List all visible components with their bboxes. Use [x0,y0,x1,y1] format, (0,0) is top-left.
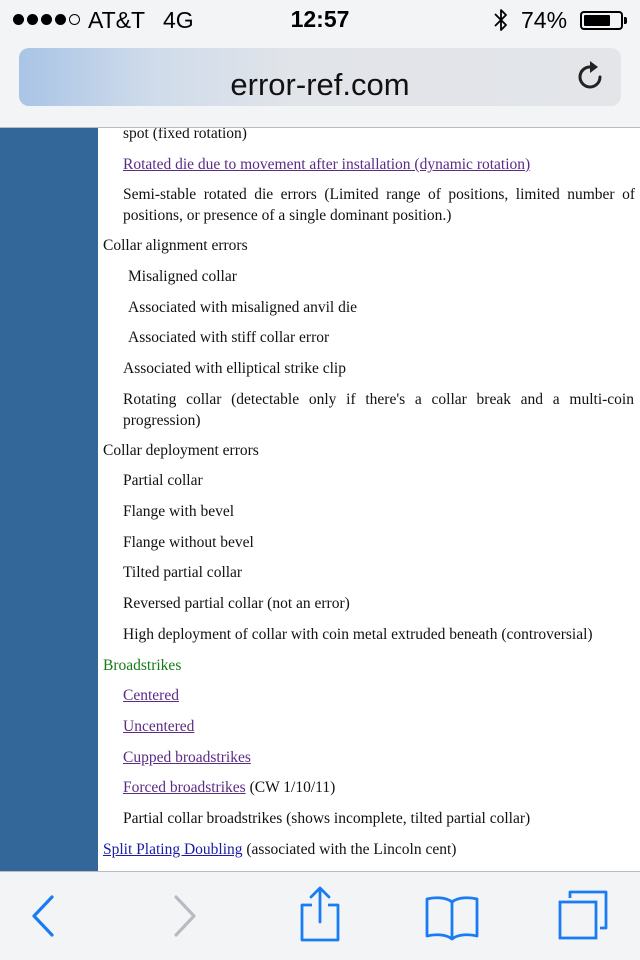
list-item [123,747,251,768]
forced-broadstrikes-note: (CW 1/10/11) [245,779,336,796]
list-item: Associated with elliptical strike clip [123,360,346,377]
url-field[interactable] [19,48,621,106]
list-item: Partial collar [123,472,203,489]
list-item: Misaligned collar [128,268,237,285]
back-chevron-icon[interactable] [28,894,58,938]
battery-percent: 74% [521,7,568,33]
list-item: Associated with misaligned anvil die [128,299,358,316]
list-item: High deployment of collar with coin metal extruded beneath (controversial) [123,626,593,643]
url-text: error-ref.com [230,67,410,102]
tabs-icon[interactable] [556,888,610,942]
forward-chevron-icon[interactable] [170,894,200,938]
bookmarks-book-icon[interactable] [424,894,480,944]
browser-toolbar [0,871,640,960]
share-icon[interactable] [298,886,342,944]
list-item [123,154,530,175]
list-item: Tilted partial collar [123,564,243,581]
uncentered-link[interactable]: Uncentered [123,718,195,735]
reload-icon[interactable] [576,60,606,92]
bluetooth-icon [492,6,510,34]
error-list [0,128,640,871]
section-heading: Collar alignment errors [103,237,248,254]
battery-icon [580,11,623,30]
section-heading: Collar deployment errors [103,442,259,459]
list-item: Reversed partial collar (not an error) [123,595,350,612]
rotated-die-dynamic-link[interactable]: Rotated die due to movement after installation (dynamic rotation) [123,156,531,173]
network-type-label: 4G [163,7,194,33]
centered-link[interactable]: Centered [123,687,179,704]
web-page-content [0,128,640,871]
section-heading-broadstrikes: Broadstrikes [103,657,182,674]
list-item: Flange without bevel [123,534,254,551]
split-plating-doubling-link[interactable]: Split Plating Doubling [103,841,243,858]
list-item [123,777,335,798]
list-item: Semi-stable rotated die errors (Limited range of positions, limited number of positions, or presence of a single dominant position.) [123,186,635,224]
carrier-label: AT&T [88,7,146,33]
list-item: spot (fixed rotation) [123,128,247,142]
forced-broadstrikes-link[interactable]: Forced broadstrikes [123,779,246,796]
list-item: Rotating collar (detectable only if there's a collar break and a multi-coin progression) [123,391,634,429]
list-item [123,685,179,706]
list-item: Partial collar broadstrikes (shows incomplete, tilted partial collar) [123,810,531,827]
browser-address-bar [0,40,640,128]
battery-fill [584,15,610,26]
list-item [103,839,456,860]
status-bar [0,0,640,40]
list-item: Flange with bevel [123,503,235,520]
status-time: 12:57 [290,6,350,32]
list-item: Associated with stiff collar error [128,329,330,346]
split-plating-note: (associated with the Lincoln cent) [242,841,457,858]
list-item [123,716,194,737]
cupped-broadstrikes-link[interactable]: Cupped broadstrikes [123,749,251,766]
